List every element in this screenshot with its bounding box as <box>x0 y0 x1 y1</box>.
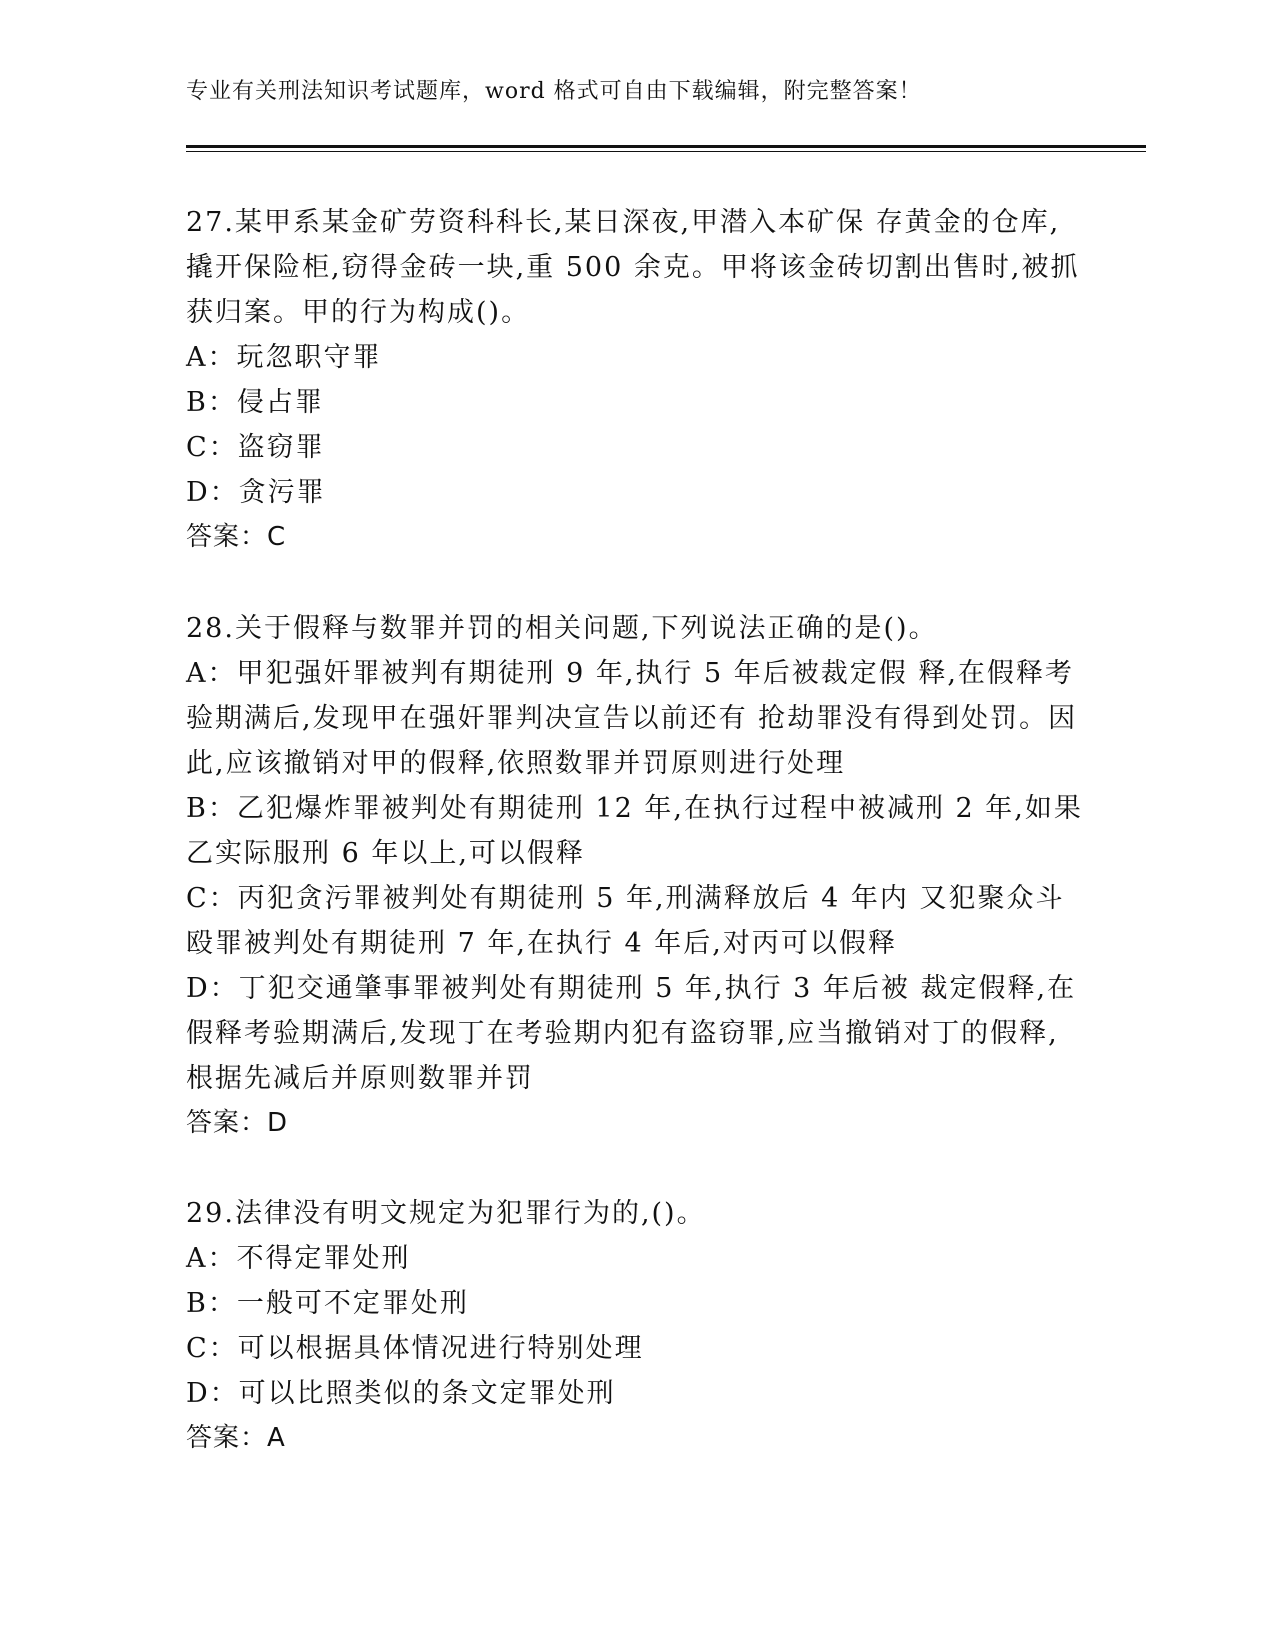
answer-line: 答案：A <box>186 1423 286 1453</box>
option-a: A：不得定罪处刑 <box>186 1243 411 1274</box>
header-divider-thin <box>186 151 1146 152</box>
option-b: B：乙犯爆炸罪被判处有期徒刑 12 年,在执行过程中被减刑 2 年,如果乙实际服刑 6 年以上,可以假释 <box>186 793 1083 869</box>
header-divider-thick <box>186 145 1146 148</box>
page-header: 专业有关刑法知识考试题库，word 格式可自由下载编辑，附完整答案！ <box>186 79 922 104</box>
question-28 <box>186 606 1086 1146</box>
question-29 <box>186 1191 1086 1461</box>
option-d: D：可以比照类似的条文定罪处刑 <box>186 1378 616 1409</box>
question-27 <box>186 200 1086 560</box>
option-a: A：甲犯强奸罪被判有期徒刑 9 年,执行 5 年后被裁定假 释,在假释考验期满后,发现甲在强奸罪判决宣告以前还有 抢劫罪没有得到处罚。因此,应该撤销对甲的假释,依照数罪并罚原则进行处理 <box>186 658 1078 779</box>
option-b: B：一般可不定罪处刑 <box>186 1288 469 1319</box>
option-d: D：丁犯交通肇事罪被判处有期徒刑 5 年,执行 3 年后被 裁定假释,在假释考验期满后,发现丁在考验期内犯有盗窃罪,应当撤销对丁的假释,根据先减后并原则数罪并罚 <box>186 973 1077 1094</box>
option-d: D：贪污罪 <box>186 477 326 508</box>
option-b: B：侵占罪 <box>186 387 324 418</box>
option-c: C：丙犯贪污罪被判处有期徒刑 5 年,刑满释放后 4 年内 又犯聚众斗殴罪被判处有期徒刑 7 年,在执行 4 年后,对丙可以假释 <box>186 883 1065 959</box>
answer-line: 答案：D <box>186 1108 289 1138</box>
question-stem: 27.某甲系某金矿劳资科科长,某日深夜,甲潜入本矿保 存黄金的仓库,撬开保险柜,窃得金砖一块,重 500 余克。甲将该金砖切割出售时,被抓获归案。甲的行为构成()。 <box>186 207 1080 328</box>
option-a: A：玩忽职守罪 <box>186 342 382 373</box>
option-c: C：盗窃罪 <box>186 432 325 463</box>
option-c: C：可以根据具体情况进行特别处理 <box>186 1333 644 1364</box>
question-stem: 29.法律没有明文规定为犯罪行为的,()。 <box>186 1198 706 1229</box>
answer-line: 答案：C <box>186 522 287 552</box>
question-stem: 28.关于假释与数罪并罚的相关问题,下列说法正确的是()。 <box>186 613 938 644</box>
